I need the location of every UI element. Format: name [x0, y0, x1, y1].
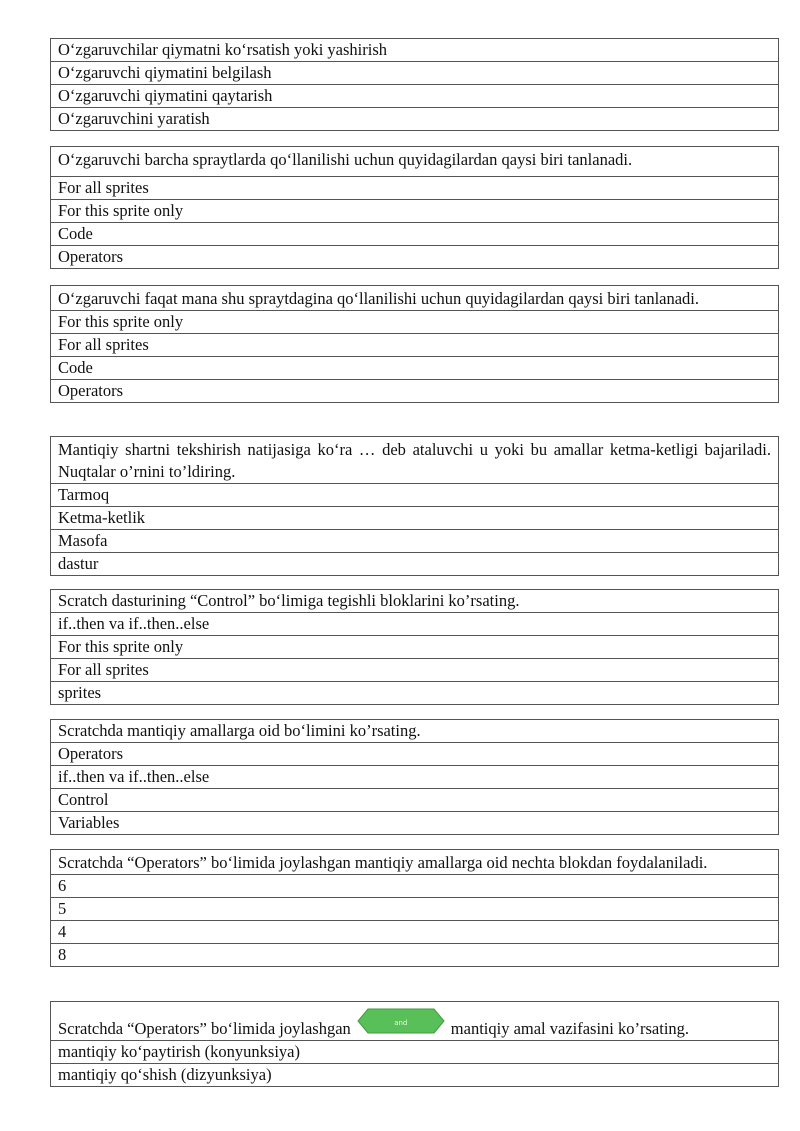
question-table-2 — [50, 146, 779, 269]
question-text-5: Scratch dasturining “Control” bo‘limiga tegishli bloklarini ko’rsating. — [51, 590, 779, 613]
option-4-3: Masofa — [51, 530, 779, 553]
question-text-8 — [51, 1002, 779, 1041]
question-table-5 — [50, 589, 779, 705]
option-3-3: Code — [51, 357, 779, 380]
option-7-2: 5 — [51, 898, 779, 921]
option-6-1: Operators — [51, 743, 779, 766]
option-5-2: For this sprite only — [51, 636, 779, 659]
option-1-2: O‘zgaruvchi qiymatini belgilash — [51, 62, 779, 85]
option-5-4: sprites — [51, 682, 779, 705]
option-1-1: O‘zgaruvchilar qiymatni ko‘rsatish yoki yashirish — [51, 39, 779, 62]
option-6-3: Control — [51, 789, 779, 812]
option-2-1: For all sprites — [51, 177, 779, 200]
option-8-2: mantiqiy qo‘shish (dizyunksiya) — [51, 1064, 779, 1087]
option-7-3: 4 — [51, 921, 779, 944]
option-7-4: 8 — [51, 944, 779, 967]
option-6-2: if..then va if..then..else — [51, 766, 779, 789]
question-table-1 — [50, 38, 779, 131]
question-text-6: Scratchda mantiqiy amallarga oid bo‘limini ko’rsating. — [51, 720, 779, 743]
option-4-4: dastur — [51, 553, 779, 576]
option-2-3: Code — [51, 223, 779, 246]
option-3-4: Operators — [51, 380, 779, 403]
question-table-6 — [50, 719, 779, 835]
option-4-1: Tarmoq — [51, 484, 779, 507]
question-table-7 — [50, 849, 779, 967]
question-text-8-after: mantiqiy amal vazifasini ko’rsating. — [450, 1019, 690, 1038]
question-table-8 — [50, 1001, 779, 1087]
option-5-1: if..then va if..then..else — [51, 613, 779, 636]
question-text-3: O‘zgaruvchi faqat mana shu spraytdagina qo‘llanilishi uchun quyidagilardan qaysi biri tanlanadi. — [51, 286, 779, 311]
option-3-1: For this sprite only — [51, 311, 779, 334]
option-1-3: O‘zgaruvchi qiymatini qaytarish — [51, 85, 779, 108]
option-1-4: O‘zgaruvchini yaratish — [51, 108, 779, 131]
option-2-4: Operators — [51, 246, 779, 269]
question-text-4: Mantiqiy shartni tekshirish natijasiga ko‘ra … deb ataluvchi u yoki bu amallar ketma-ketligi bajariladi. Nuqtalar o’rnini to’ldiring. — [51, 437, 779, 484]
option-5-3: For all sprites — [51, 659, 779, 682]
question-text-7: Scratchda “Operators” bo‘limida joylashgan mantiqiy amallarga oid nechta blokdan foydalaniladi. — [51, 850, 779, 875]
question-text-8-before: Scratchda “Operators” bo‘limida joylashgan — [58, 1019, 351, 1038]
question-text-2: O‘zgaruvchi barcha spraytlarda qo‘llanilishi uchun quyidagilardan qaysi biri tanlanadi. — [51, 147, 779, 177]
option-8-1: mantiqiy ko‘paytirish (konyunksiya) — [51, 1041, 779, 1064]
option-7-1: 6 — [51, 875, 779, 898]
question-table-4 — [50, 436, 779, 576]
option-2-2: For this sprite only — [51, 200, 779, 223]
question-table-3 — [50, 285, 779, 403]
and-block-label: and — [394, 1019, 408, 1027]
and-block-icon — [357, 1008, 445, 1034]
option-4-2: Ketma-ketlik — [51, 507, 779, 530]
option-6-4: Variables — [51, 812, 779, 835]
option-3-2: For all sprites — [51, 334, 779, 357]
